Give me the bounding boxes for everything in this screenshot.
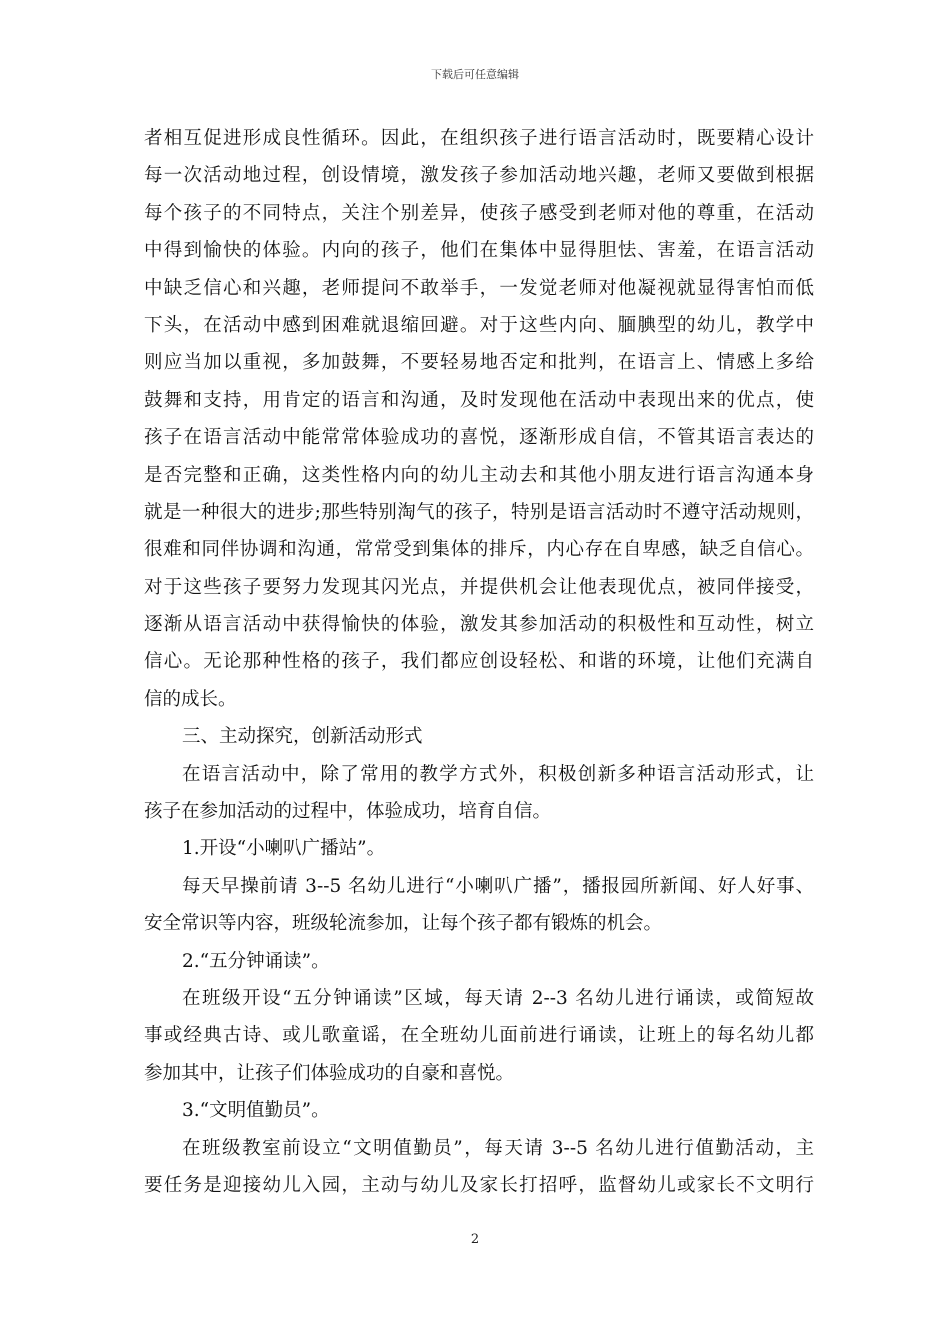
paragraph-line: 是否完整和正确，这类性格内向的幼儿主动去和其他小朋友进行语言沟通本身 (144, 464, 814, 486)
paragraph-line: 者相互促进形成良性循环。因此，在组织孩子进行语言活动时，既要精心设计 (144, 128, 814, 149)
paragraph-line: 在语言活动中，除了常用的教学方式外，积极创新多种语言活动形式，让 (182, 763, 814, 785)
paragraph-line: 逐渐从语言活动中获得愉快的体验，激发其参加活动的积极性和互动性，树立 (144, 614, 814, 636)
list-item-title: 1.开设“小喇叭广播站”。 (182, 838, 386, 860)
page-header: 下载后可任意编辑 (431, 68, 519, 81)
paragraph-line: 信的成长。 (144, 688, 237, 710)
paragraph-line: 安全常识等内容，班级轮流参加，让每个孩子都有锻炼的机会。 (144, 913, 663, 935)
paragraph-line: 在班级开设“五分钟诵读”区域，每天请 2--3 名幼儿进行诵读，或简短故 (182, 987, 814, 1009)
paragraph-line: 就是一种很大的进步;那些特别淘气的孩子，特别是语言活动时不遵守活动规则， (144, 501, 814, 523)
paragraph-line: 很难和同伴协调和沟通，常常受到集体的排斥，内心存在自卑感，缺乏自信心。 (144, 539, 814, 561)
list-item-title: 2.“五分钟诵读”。 (182, 950, 330, 972)
paragraph-line: 每天早操前请 3--5 名幼儿进行“小喇叭广播”，播报园所新闻、好人好事、 (182, 875, 814, 897)
paragraph-line: 事或经典古诗、或儿歌童谣，在全班幼儿面前进行诵读，让班上的每名幼儿都 (144, 1025, 814, 1047)
paragraph-line: 孩子在参加活动的过程中，体验成功，培育自信。 (144, 801, 552, 823)
paragraph-line: 鼓舞和支持，用肯定的语言和沟通，及时发现他在活动中表现出来的优点，使 (144, 389, 814, 411)
list-item-title: 3.“文明值勤员”。 (182, 1100, 330, 1122)
document-body (144, 120, 814, 1204)
paragraph-line: 中缺乏信心和兴趣，老师提问不敢举手，一发觉老师对他凝视就显得害怕而低 (144, 277, 814, 299)
paragraph-line: 孩子在语言活动中能常常体验成功的喜悦，逐渐形成自信，不管其语言表达的 (144, 427, 814, 449)
paragraph-line: 下头，在活动中感到困难就退缩回避。对于这些内向、腼腆型的幼儿，教学中 (144, 314, 814, 336)
paragraph-line: 每个孩子的不同特点，关注个别差异，使孩子感受到老师对他的尊重，在活动 (144, 202, 814, 224)
paragraph-line: 则应当加以重视，多加鼓舞，不要轻易地否定和批判，在语言上、情感上多给 (144, 352, 814, 374)
paragraph-line: 对于这些孩子要努力发现其闪光点，并提供机会让他表现优点，被同伴接受， (144, 576, 814, 598)
paragraph-line: 要任务是迎接幼儿入园，主动与幼儿及家长打招呼，监督幼儿或家长不文明行 (144, 1174, 814, 1196)
paragraph-line: 在班级教室前设立“文明值勤员”，每天请 3--5 名幼儿进行值勤活动，主 (182, 1137, 814, 1159)
paragraph-line: 中得到愉快的体验。内向的孩子，他们在集体中显得胆怯、害羞，在语言活动 (144, 240, 814, 262)
paragraph-line: 信心。无论那种性格的孩子，我们都应创设轻松、和谐的环境，让他们充满自 (144, 651, 814, 673)
paragraph-line: 参加其中，让孩子们体验成功的自豪和喜悦。 (144, 1062, 515, 1084)
paragraph-line: 每一次活动地过程，创设情境，激发孩子参加活动地兴趣，老师又要做到根据 (144, 165, 814, 187)
section-heading: 三、主动探究，创新活动形式 (182, 726, 423, 748)
page-number: 2 (470, 1232, 480, 1247)
